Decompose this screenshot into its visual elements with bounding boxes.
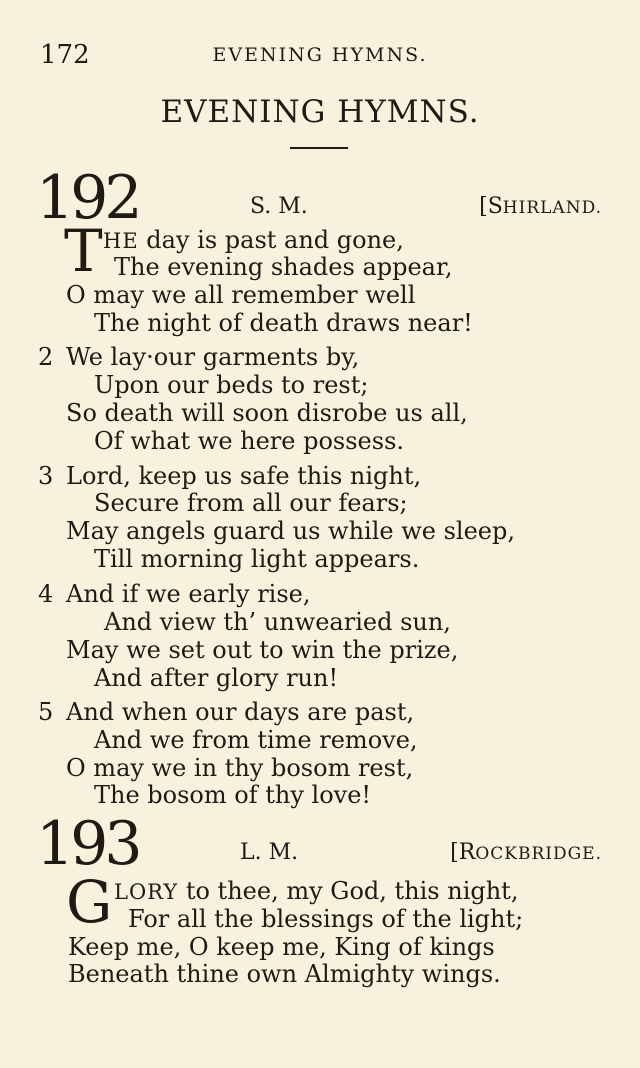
verse-number: 4 — [38, 580, 54, 608]
verse-line: So death will soon disrobe us all, — [66, 399, 468, 427]
verse-line: Upon our beds to rest; — [94, 371, 369, 399]
verse-line: O may we in thy bosom rest, — [66, 754, 414, 782]
verse-line: And view th’ unwearied sun, — [104, 608, 451, 636]
verse-line: We lay·our garments by, — [66, 343, 360, 371]
first-line-smallcaps: LORY — [114, 880, 179, 904]
hymn-tune — [450, 840, 602, 865]
verse-line: The bosom of thy love! — [94, 781, 372, 809]
verse-line: The night of death draws near! — [94, 309, 473, 337]
tune-rest: OCKBRIDGE. — [475, 844, 602, 864]
first-line-text: day is past and gone, — [138, 226, 404, 254]
verse-number: 2 — [38, 343, 54, 371]
verse-line: May we set out to win the prize, — [66, 636, 459, 664]
first-line-text: to thee, my God, this night, — [178, 877, 519, 905]
tune-bracket: [ — [479, 194, 488, 219]
hymn-number: 193 — [36, 809, 139, 879]
tune-rest: HIRLAND. — [502, 198, 602, 218]
first-line — [103, 226, 404, 255]
verse-line: For all the blessings of the light; — [128, 905, 524, 933]
verse-line: May angels guard us while we sleep, — [66, 517, 515, 545]
page-number: 172 — [40, 40, 90, 70]
hymn-tune — [479, 194, 602, 219]
verse-line: And we from time remove, — [94, 726, 418, 754]
tune-initial: S — [487, 194, 503, 219]
drop-cap: T — [64, 217, 103, 285]
verse-line: And when our days are past, — [66, 698, 415, 726]
verse-line: O may we all remember well — [66, 281, 416, 309]
verse-line: And after glory run! — [94, 664, 339, 692]
hymn-193-heading — [36, 809, 602, 879]
hymn-192-heading — [36, 163, 602, 233]
running-head — [40, 40, 600, 72]
title-rule — [290, 147, 348, 149]
tune-initial: R — [458, 840, 476, 865]
verse-line: Lord, keep us safe this night, — [66, 462, 422, 490]
verse-line: Till morning light appears. — [94, 545, 420, 573]
verse-line: Secure from all our fears; — [94, 489, 408, 517]
drop-cap: G — [66, 868, 113, 936]
verse-line: Beneath thine own Almighty wings. — [68, 960, 501, 988]
first-line-smallcaps: HE — [103, 229, 139, 253]
verse-line: Keep me, O keep me, King of kings — [68, 933, 495, 961]
verse-number: 3 — [38, 462, 54, 490]
section-title: EVENING HYMNS. — [160, 94, 480, 130]
hymn-meter: S. M. — [250, 194, 308, 219]
tune-bracket: [ — [450, 840, 459, 865]
running-title: EVENING HYMNS. — [212, 44, 428, 66]
verse-line: Of what we here possess. — [94, 427, 405, 455]
verse-line: The evening shades appear, — [114, 253, 453, 281]
hymn-number: 192 — [36, 163, 139, 233]
verse-number: 5 — [38, 698, 54, 726]
first-line — [114, 877, 518, 906]
hymn-meter: L. M. — [240, 840, 299, 865]
verse-line: And if we early rise, — [66, 580, 311, 608]
